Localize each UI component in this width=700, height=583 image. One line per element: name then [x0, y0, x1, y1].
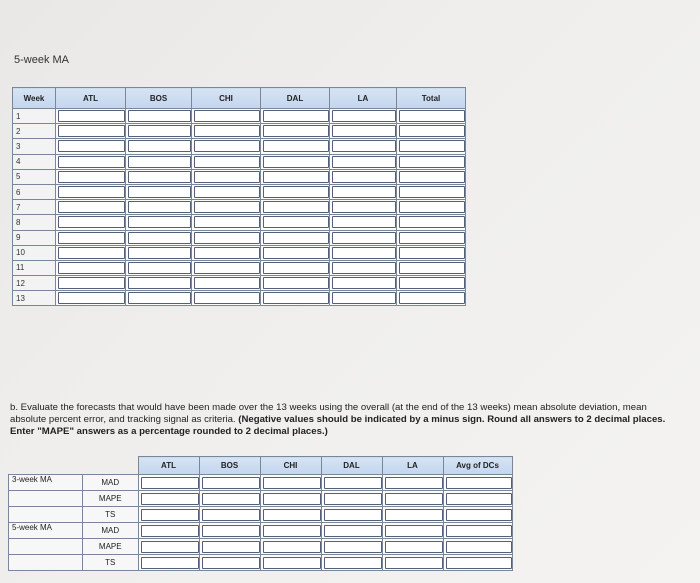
- atl-week-input[interactable]: [58, 125, 125, 137]
- cell-dal: [261, 276, 330, 291]
- cell-chi: [192, 124, 261, 139]
- atl-week-input[interactable]: [58, 292, 125, 304]
- week-row: [13, 215, 466, 230]
- cell-chi: [192, 276, 261, 291]
- avg-mape-input[interactable]: [446, 541, 512, 553]
- dal-ts-input[interactable]: [324, 557, 382, 569]
- dal-mad-input[interactable]: [324, 477, 382, 489]
- dal-week-input[interactable]: [263, 125, 329, 137]
- eval-cell-avg: [443, 539, 512, 555]
- bos-week-input[interactable]: [128, 216, 191, 228]
- la-week-input[interactable]: [332, 125, 396, 137]
- la-mape-input[interactable]: [385, 493, 443, 505]
- cell-total: [397, 291, 466, 306]
- eval-cell-la: [382, 507, 443, 523]
- cell-bos: [126, 139, 192, 154]
- week-row: [13, 245, 466, 260]
- cell-chi: [192, 139, 261, 154]
- cell-atl: [56, 139, 126, 154]
- header-dal: DAL: [261, 88, 330, 109]
- avg-mad-input[interactable]: [446, 525, 512, 537]
- eval-cell-chi: [260, 491, 321, 507]
- la-week-input[interactable]: [332, 292, 396, 304]
- cell-chi: [192, 154, 261, 169]
- eval-cell-avg: [443, 555, 512, 571]
- eval-cell-la: [382, 491, 443, 507]
- dal-week-input[interactable]: [263, 156, 329, 168]
- question-text: [10, 402, 682, 438]
- cell-total: [397, 169, 466, 184]
- week-row: [13, 169, 466, 184]
- week-number: 12: [13, 276, 56, 291]
- total-week-input[interactable]: [399, 140, 465, 152]
- cell-atl: [56, 169, 126, 184]
- chi-ts-input[interactable]: [263, 509, 321, 521]
- metric-label: MAPE: [83, 491, 139, 507]
- cell-dal: [261, 154, 330, 169]
- header-la: LA: [330, 88, 397, 109]
- bos-mad-input[interactable]: [202, 477, 260, 489]
- atl-week-input[interactable]: [58, 110, 125, 122]
- week-number: 6: [13, 184, 56, 199]
- cell-total: [397, 230, 466, 245]
- bos-week-input[interactable]: [128, 171, 191, 183]
- chi-mape-input[interactable]: [263, 493, 321, 505]
- metric-label: MAD: [83, 475, 139, 491]
- cell-chi: [192, 230, 261, 245]
- chi-week-input[interactable]: [194, 110, 260, 122]
- atl-week-input[interactable]: [58, 247, 125, 259]
- week-number: 3: [13, 139, 56, 154]
- atl-week-input[interactable]: [58, 262, 125, 274]
- chi-week-input[interactable]: [194, 216, 260, 228]
- eval-cell-dal: [321, 539, 382, 555]
- bos-ts-input[interactable]: [202, 557, 260, 569]
- atl-week-input[interactable]: [58, 216, 125, 228]
- dal-week-input[interactable]: [263, 277, 329, 289]
- total-week-input[interactable]: [399, 216, 465, 228]
- header-blank-metric: [83, 457, 139, 475]
- week-row: [13, 184, 466, 199]
- total-week-input[interactable]: [399, 186, 465, 198]
- cell-chi: [192, 184, 261, 199]
- la-week-input[interactable]: [332, 201, 396, 213]
- metric-label: TS: [83, 507, 139, 523]
- cell-la: [330, 109, 397, 124]
- eval-cell-bos: [199, 523, 260, 539]
- cell-total: [397, 124, 466, 139]
- atl-ts-input[interactable]: [141, 509, 199, 521]
- atl-week-input[interactable]: [58, 232, 125, 244]
- eval-cell-chi: [260, 555, 321, 571]
- la-week-input[interactable]: [332, 140, 396, 152]
- atl-mape-input[interactable]: [141, 541, 199, 553]
- week-row: [13, 291, 466, 306]
- eval-cell-avg: [443, 507, 512, 523]
- eval-cell-atl: [138, 507, 199, 523]
- total-week-input[interactable]: [399, 110, 465, 122]
- eval-header-avg: Avg of DCs: [443, 457, 512, 475]
- cell-la: [330, 200, 397, 215]
- header-atl: ATL: [56, 88, 126, 109]
- cell-bos: [126, 200, 192, 215]
- chi-week-input[interactable]: [194, 186, 260, 198]
- atl-week-input[interactable]: [58, 156, 125, 168]
- chi-week-input[interactable]: [194, 125, 260, 137]
- bos-week-input[interactable]: [128, 247, 191, 259]
- la-week-input[interactable]: [332, 156, 396, 168]
- week-number: 5: [13, 169, 56, 184]
- section-title: 5-week MA: [14, 54, 70, 66]
- cell-bos: [126, 109, 192, 124]
- cell-atl: [56, 154, 126, 169]
- cell-total: [397, 139, 466, 154]
- eval-cell-bos: [199, 555, 260, 571]
- cell-chi: [192, 215, 261, 230]
- cell-dal: [261, 215, 330, 230]
- la-week-input[interactable]: [332, 110, 396, 122]
- la-week-input[interactable]: [332, 262, 396, 274]
- week-row: [13, 230, 466, 245]
- cell-atl: [56, 184, 126, 199]
- cell-total: [397, 109, 466, 124]
- dal-week-input[interactable]: [263, 140, 329, 152]
- atl-week-input[interactable]: [58, 201, 125, 213]
- header-total: Total: [397, 88, 466, 109]
- la-week-input[interactable]: [332, 232, 396, 244]
- eval-cell-avg: [443, 475, 512, 491]
- cell-total: [397, 276, 466, 291]
- eval-cell-dal: [321, 491, 382, 507]
- eval-cell-dal: [321, 523, 382, 539]
- metric-label: MAPE: [83, 539, 139, 555]
- atl-ts-input[interactable]: [141, 557, 199, 569]
- forecast-table: [12, 87, 466, 306]
- cell-atl: [56, 276, 126, 291]
- dal-week-input[interactable]: [263, 247, 329, 259]
- cell-total: [397, 154, 466, 169]
- header-week: Week: [13, 88, 56, 109]
- chi-week-input[interactable]: [194, 292, 260, 304]
- cell-la: [330, 260, 397, 275]
- bos-week-input[interactable]: [128, 292, 191, 304]
- bos-week-input[interactable]: [128, 156, 191, 168]
- week-number: 2: [13, 124, 56, 139]
- la-week-input[interactable]: [332, 186, 396, 198]
- cell-total: [397, 260, 466, 275]
- cell-la: [330, 215, 397, 230]
- chi-week-input[interactable]: [194, 171, 260, 183]
- atl-week-input[interactable]: [58, 186, 125, 198]
- eval-cell-bos: [199, 507, 260, 523]
- evaluation-row: [9, 539, 513, 555]
- eval-cell-atl: [138, 555, 199, 571]
- metric-label: MAD: [83, 523, 139, 539]
- la-mape-input[interactable]: [385, 541, 443, 553]
- dal-week-input[interactable]: [263, 232, 329, 244]
- cell-atl: [56, 245, 126, 260]
- cell-chi: [192, 245, 261, 260]
- cell-dal: [261, 200, 330, 215]
- eval-cell-atl: [138, 475, 199, 491]
- week-number: 8: [13, 215, 56, 230]
- cell-dal: [261, 245, 330, 260]
- bos-week-input[interactable]: [128, 277, 191, 289]
- cell-la: [330, 169, 397, 184]
- method-label: [9, 491, 83, 507]
- week-number: 9: [13, 230, 56, 245]
- week-row: [13, 260, 466, 275]
- week-number: 7: [13, 200, 56, 215]
- total-week-input[interactable]: [399, 292, 465, 304]
- cell-atl: [56, 230, 126, 245]
- la-week-input[interactable]: [332, 171, 396, 183]
- week-number: 11: [13, 260, 56, 275]
- eval-cell-atl: [138, 491, 199, 507]
- dal-mape-input[interactable]: [324, 493, 382, 505]
- header-chi: CHI: [192, 88, 261, 109]
- bos-week-input[interactable]: [128, 232, 191, 244]
- week-number: 10: [13, 245, 56, 260]
- evaluation-row: [9, 475, 513, 491]
- cell-dal: [261, 260, 330, 275]
- eval-cell-chi: [260, 475, 321, 491]
- cell-la: [330, 124, 397, 139]
- cell-la: [330, 291, 397, 306]
- la-week-input[interactable]: [332, 216, 396, 228]
- cell-atl: [56, 109, 126, 124]
- evaluation-row: [9, 523, 513, 539]
- total-week-input[interactable]: [399, 232, 465, 244]
- total-week-input[interactable]: [399, 125, 465, 137]
- chi-week-input[interactable]: [194, 156, 260, 168]
- week-row: [13, 109, 466, 124]
- dal-week-input[interactable]: [263, 262, 329, 274]
- eval-cell-atl: [138, 539, 199, 555]
- cell-atl: [56, 260, 126, 275]
- chi-week-input[interactable]: [194, 201, 260, 213]
- eval-header-chi: CHI: [260, 457, 321, 475]
- cell-chi: [192, 291, 261, 306]
- forecast-table-header: [13, 88, 466, 109]
- eval-cell-avg: [443, 523, 512, 539]
- dal-week-input[interactable]: [263, 292, 329, 304]
- total-week-input[interactable]: [399, 201, 465, 213]
- cell-dal: [261, 139, 330, 154]
- cell-dal: [261, 230, 330, 245]
- eval-header-la: LA: [382, 457, 443, 475]
- eval-cell-dal: [321, 555, 382, 571]
- dal-mape-input[interactable]: [324, 541, 382, 553]
- cell-dal: [261, 124, 330, 139]
- bos-week-input[interactable]: [128, 125, 191, 137]
- chi-week-input[interactable]: [194, 247, 260, 259]
- cell-atl: [56, 291, 126, 306]
- evaluation-row: [9, 555, 513, 571]
- dal-ts-input[interactable]: [324, 509, 382, 521]
- dal-week-input[interactable]: [263, 186, 329, 198]
- total-week-input[interactable]: [399, 247, 465, 259]
- method-label: 5-week MA: [9, 523, 83, 539]
- cell-bos: [126, 276, 192, 291]
- header-blank-method: [9, 457, 83, 475]
- cell-dal: [261, 109, 330, 124]
- cell-total: [397, 200, 466, 215]
- evaluation-table-header: [9, 457, 513, 475]
- cell-la: [330, 184, 397, 199]
- avg-ts-input[interactable]: [446, 557, 512, 569]
- total-week-input[interactable]: [399, 156, 465, 168]
- week-row: [13, 124, 466, 139]
- cell-la: [330, 139, 397, 154]
- chi-week-input[interactable]: [194, 277, 260, 289]
- bos-week-input[interactable]: [128, 140, 191, 152]
- method-label: [9, 555, 83, 571]
- dal-week-input[interactable]: [263, 201, 329, 213]
- eval-cell-atl: [138, 523, 199, 539]
- bos-ts-input[interactable]: [202, 509, 260, 521]
- bos-mad-input[interactable]: [202, 525, 260, 537]
- cell-la: [330, 154, 397, 169]
- total-week-input[interactable]: [399, 262, 465, 274]
- cell-bos: [126, 245, 192, 260]
- la-mad-input[interactable]: [385, 525, 443, 537]
- eval-cell-chi: [260, 507, 321, 523]
- chi-week-input[interactable]: [194, 232, 260, 244]
- eval-cell-la: [382, 523, 443, 539]
- avg-mape-input[interactable]: [446, 493, 512, 505]
- method-label: 3-week MA: [9, 475, 83, 491]
- total-week-input[interactable]: [399, 277, 465, 289]
- dal-week-input[interactable]: [263, 171, 329, 183]
- cell-dal: [261, 291, 330, 306]
- bos-week-input[interactable]: [128, 262, 191, 274]
- cell-atl: [56, 200, 126, 215]
- eval-cell-avg: [443, 491, 512, 507]
- cell-total: [397, 245, 466, 260]
- cell-bos: [126, 260, 192, 275]
- cell-atl: [56, 124, 126, 139]
- la-ts-input[interactable]: [385, 509, 443, 521]
- chi-mad-input[interactable]: [263, 525, 321, 537]
- atl-week-input[interactable]: [58, 277, 125, 289]
- cell-bos: [126, 215, 192, 230]
- atl-mad-input[interactable]: [141, 525, 199, 537]
- cell-total: [397, 184, 466, 199]
- bos-week-input[interactable]: [128, 201, 191, 213]
- eval-cell-la: [382, 475, 443, 491]
- eval-cell-dal: [321, 507, 382, 523]
- eval-cell-dal: [321, 475, 382, 491]
- chi-ts-input[interactable]: [263, 557, 321, 569]
- week-row: [13, 154, 466, 169]
- eval-cell-chi: [260, 523, 321, 539]
- cell-dal: [261, 184, 330, 199]
- cell-total: [397, 215, 466, 230]
- bos-week-input[interactable]: [128, 110, 191, 122]
- eval-cell-chi: [260, 539, 321, 555]
- cell-chi: [192, 200, 261, 215]
- atl-week-input[interactable]: [58, 171, 125, 183]
- week-number: 13: [13, 291, 56, 306]
- week-number: 1: [13, 109, 56, 124]
- avg-mad-input[interactable]: [446, 477, 512, 489]
- cell-bos: [126, 124, 192, 139]
- cell-dal: [261, 169, 330, 184]
- week-row: [13, 276, 466, 291]
- cell-chi: [192, 109, 261, 124]
- cell-la: [330, 230, 397, 245]
- avg-ts-input[interactable]: [446, 509, 512, 521]
- week-number: 4: [13, 154, 56, 169]
- cell-la: [330, 276, 397, 291]
- week-row: [13, 200, 466, 215]
- eval-cell-la: [382, 539, 443, 555]
- eval-header-dal: DAL: [321, 457, 382, 475]
- eval-cell-la: [382, 555, 443, 571]
- method-label: [9, 507, 83, 523]
- eval-cell-bos: [199, 539, 260, 555]
- atl-mad-input[interactable]: [141, 477, 199, 489]
- header-bos: BOS: [126, 88, 192, 109]
- cell-bos: [126, 184, 192, 199]
- question-instructions: (Negative values should be indicated by a minus sign. Round all answers to 2 decimal places. Enter "MAPE" answers as a percentage rounded to 2 decimal places.): [10, 414, 666, 437]
- chi-mad-input[interactable]: [263, 477, 321, 489]
- atl-mape-input[interactable]: [141, 493, 199, 505]
- bos-mape-input[interactable]: [202, 541, 260, 553]
- cell-la: [330, 245, 397, 260]
- la-ts-input[interactable]: [385, 557, 443, 569]
- chi-mape-input[interactable]: [263, 541, 321, 553]
- dal-week-input[interactable]: [263, 216, 329, 228]
- eval-cell-bos: [199, 491, 260, 507]
- evaluation-table: [8, 456, 513, 571]
- cell-bos: [126, 291, 192, 306]
- la-week-input[interactable]: [332, 247, 396, 259]
- metric-label: TS: [83, 555, 139, 571]
- eval-header-atl: ATL: [138, 457, 199, 475]
- bos-week-input[interactable]: [128, 186, 191, 198]
- week-row: [13, 139, 466, 154]
- method-label: [9, 539, 83, 555]
- total-week-input[interactable]: [399, 171, 465, 183]
- evaluation-row: [9, 507, 513, 523]
- cell-chi: [192, 260, 261, 275]
- chi-week-input[interactable]: [194, 140, 260, 152]
- eval-header-bos: BOS: [199, 457, 260, 475]
- cell-chi: [192, 169, 261, 184]
- atl-week-input[interactable]: [58, 140, 125, 152]
- dal-mad-input[interactable]: [324, 525, 382, 537]
- dal-week-input[interactable]: [263, 110, 329, 122]
- la-mad-input[interactable]: [385, 477, 443, 489]
- bos-mape-input[interactable]: [202, 493, 260, 505]
- cell-bos: [126, 230, 192, 245]
- cell-atl: [56, 215, 126, 230]
- cell-bos: [126, 169, 192, 184]
- question-prefix: b. Evaluate the forecasts that would have been made over the 13 weeks using the overall (at the end of the 13 weeks) mean absolute deviation, mean absolute percent error, and tracking signal as criteria.: [10, 402, 647, 425]
- cell-bos: [126, 154, 192, 169]
- la-week-input[interactable]: [332, 277, 396, 289]
- evaluation-row: [9, 491, 513, 507]
- eval-cell-bos: [199, 475, 260, 491]
- chi-week-input[interactable]: [194, 262, 260, 274]
